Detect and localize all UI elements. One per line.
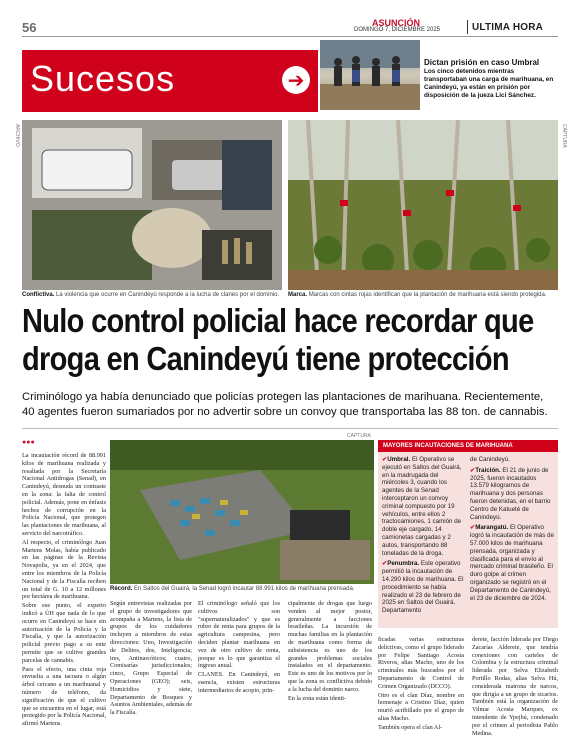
arrow-right-icon[interactable]: ➔ — [282, 66, 310, 94]
sidebar-column-left — [382, 456, 466, 615]
paragraph: También opera el clan Al- — [378, 723, 443, 731]
header-city: ASUNCIÓN — [372, 18, 421, 28]
check-icon: ✔ — [470, 524, 476, 532]
paragraph: Al respecto, el criminólogo Juan Martens Molas, había publicado en las páginas de la Revista Novapolis, ya en el 2024, que entre los miembros de la Policía Nacional y de la Fiscalía reciben un total de G. 10 a 12 millones por hectárea de marihuana. — [22, 538, 106, 601]
photo-credit-left: ARCHIVO — [14, 124, 20, 147]
section-title: ULTIMA HORA — [472, 22, 544, 33]
caption-lead: Conflictiva. — [22, 292, 55, 298]
sidebar-item — [470, 456, 554, 464]
paragraph: En la zona están identi- — [288, 694, 347, 702]
photo-credit-center: CAPTURA — [347, 433, 371, 439]
sidebar-item-lead: Traición. — [475, 466, 501, 474]
sidebar-item-text: El Operativo se ejecutó en Saltos del Guairá, en la madrugada del miércoles 3, cuando los agentes de la Senad interceptaron un convoy criminal compuesto por 19 vehículos, entre ellos 2 tractocamiones, 1 camión de doble eje cargado, 14 camionetas cargadas y 2 autos, transportando 88 toneladas de la droga. — [382, 456, 462, 557]
bullet-markers: ●●● — [22, 438, 35, 446]
paragraph: ficadas varias estructuras delictivas, como el grupo liderado por Felipe Santiago Acosta Riveros, alias Macho, uno de los criminales más buscados por el Departamento de Control de Crimen Organizado (DCCO). — [378, 636, 464, 690]
sidebar-item-text: de Canindeyú. — [470, 456, 510, 463]
photo-record — [110, 440, 374, 584]
headline — [22, 302, 534, 378]
header-date: DOMINGO 7, DICIEMBRE 2025 — [354, 27, 441, 33]
caption-text: La violencia que ocurre en Canindeyú responde a la lucha de clanes por el dominio. — [56, 292, 280, 298]
sidebar-item-text: El Operativo logró la incautación de más de 57.000 kilos de marihuana prensada, organizada y clasificada para el envío al mercado criminal brasileño. El duro golpe al crimen organizado se registró en el Departamento de Canindeyú, el 23 de diciembre de 2024. — [470, 524, 554, 602]
check-icon: ✔ — [382, 560, 388, 568]
paragraph: Para el efecto, una cinta roja envuelta a una tacuara o algún árbol cercano a un marihuanal y número de teléfono, da significación de que el cultivo que se encuentra en el lugar, está protegido por la Policía Nacional, afirmó Martens. — [22, 665, 106, 728]
photo-credit-right: CAPTURA — [561, 124, 567, 148]
sidebar-item-text: Este operativo permitió la incautación de 14.290 kilos de marihuana. El procedimiento se había realizado el 23 de febrero de 2025 en Saltos del Guairá. Departamento — [382, 560, 464, 615]
photo-marca — [288, 120, 558, 290]
sidebar-column-right — [470, 456, 554, 602]
photo-conflictiva — [22, 120, 282, 290]
sidebar-item-lead: Penumbra. — [387, 560, 420, 568]
paragraph: Otro es el clan Díaz, nombre en homenaje a Cristino Díaz, quien murió acribillado por el grupo de alias Macho. — [378, 691, 464, 722]
banner-title: Sucesos — [30, 58, 176, 99]
paragraph: derete, facción liderada por Diego Zacarías Alderete, que tendría conexiones con carteles de Colombia y la estructura criminal liderada por Selva Elizabeth Portillo Rodas, alias Selva Hú, considerada matrona de narcos, que dirigía a un grupo de sicarios. También está la organización de Vilmar Acosta Marques, ex intendente de Ypejhú, condenado por el crimen al periodista Pablo Medina. — [472, 636, 558, 737]
paragraph: CLANES. En Canindeyú, en esencia, existen estructuras intermediarios de acopio, prin- — [198, 671, 280, 694]
teaser-title[interactable]: Dictan prisión en caso Umbral — [424, 58, 540, 67]
body-column-5 — [378, 636, 464, 733]
page-number: 56 — [22, 20, 37, 35]
check-icon: ✔ — [470, 466, 476, 474]
body-column-6 — [472, 636, 558, 738]
caption-text: Marcas con cintas rojas identifican que la plantación de marihuana está siendo protegida. — [308, 292, 547, 298]
header-separator — [467, 20, 468, 34]
headline-line-1: Nulo control policial hace recordar que — [22, 302, 534, 339]
body-column-4 — [288, 600, 372, 703]
body-column-3 — [198, 600, 280, 696]
sidebar-item-lead: Umbral. — [387, 456, 411, 463]
sidebar-item — [382, 456, 466, 557]
caption-lead: Marca. — [288, 292, 308, 298]
sidebar-item — [470, 467, 554, 522]
paragraph: cipalmente de drogas que luego venden al mejor postor, generalmente a facciones brasileñas. La incursión de muchas familias en la plantación de marihuana como forma de subsistencia es uno de los grandes problemas sociales instalados en el departamento. Este es uno de los motivos por lo que la zona es conflictiva debido a la lucha del dominio narco. — [288, 600, 372, 693]
caption-conflictiva — [22, 292, 284, 298]
paragraph: Sobre ese punto, el experto indicó a ÚH que nada de lo que ocurre en Canindeyú se hace sin autorización de la Policía y la Fiscalía, y que la autorización policial previo pago a su ente permite que se cultive grandes parcelas de cannabis. — [22, 602, 106, 664]
sidebar-item — [470, 524, 554, 602]
sidebar-item-lead: Marangatú. — [475, 524, 509, 532]
paragraph: Según entrevistas realizadas por el grupo de investigadores que acompaña a Martens, la lista de grupos de los cuidadores incluyen a miembros de estas direcciones: Uno, Investigación de Delitos, dos, Inteligencia; tres, Antinarcóticos; cuatro, Comisarías jurisdiccionales; cinco, Grupo Especial de Operaciones (GEO); seis, Homicidios y siete, Departamento de Bosques y Asuntos Ambientales, además de la Fiscalía. — [110, 600, 192, 717]
deck-rule — [22, 428, 558, 429]
check-icon: ✔ — [382, 456, 388, 463]
deck: Criminólogo ya había denunciado que policías protegen las plantaciones de marihuana. Recientemente, 40 agentes fueron sumariados por no advertir sobre un convoy que transportaba las 88 ton. de cannabis. — [22, 391, 548, 418]
caption-marca — [288, 292, 560, 298]
teaser-photo — [320, 40, 420, 110]
sidebar-item — [382, 560, 466, 615]
headline-line-2: droga en Canindeyú tiene protección — [22, 340, 509, 377]
caption-text: En Saltos del Guairá, la Senad logró incautar 88.991 kilos de marihuana prensada. — [134, 586, 355, 592]
body-column-2 — [110, 600, 192, 718]
caption-lead: Récord. — [110, 586, 133, 592]
teaser-text: Los cinco detenidos mientras transportaban una carga de marihuana, en Canindeyú, ya están en prisión por disposición de la jueza Lici Sánchez. — [424, 68, 554, 99]
body-column-1 — [22, 452, 106, 729]
sidebar-item-text: El 21 de junio de 2025, fueron incautados 13.579 kilogramos de marihuana y dos personas fueron detenidas, en el barrio Centro de Katueté de Canindeyú. — [470, 466, 551, 521]
paragraph: La incautación récord de 88.991 kilos de marihuana realizada y resaltada por la Secretaría Nacional Antidrogas (Senad), en Canindeyú, desnuda un contraste en la zona: la falta de control policial. Además, pone en énfasis hechos de corrupción en la Policía Nacional, que protegen las plantaciones de marihuana, al servicio del narcotráfico. — [22, 452, 106, 537]
caption-record — [110, 586, 374, 592]
header-rule — [22, 36, 558, 37]
paragraph: El criminólogo señaló que los cultivos son "supernaturalizados" y que es rubro de renta para grupos de la agricultura campesina, pero deciden plantar marihuana en vez de otro cultivo de renta, porque es lo que garantiza el ingreso anual. — [198, 600, 280, 670]
sidebar-title: MAYORES INCAUTACIONES DE MARIHUANA — [378, 440, 558, 452]
